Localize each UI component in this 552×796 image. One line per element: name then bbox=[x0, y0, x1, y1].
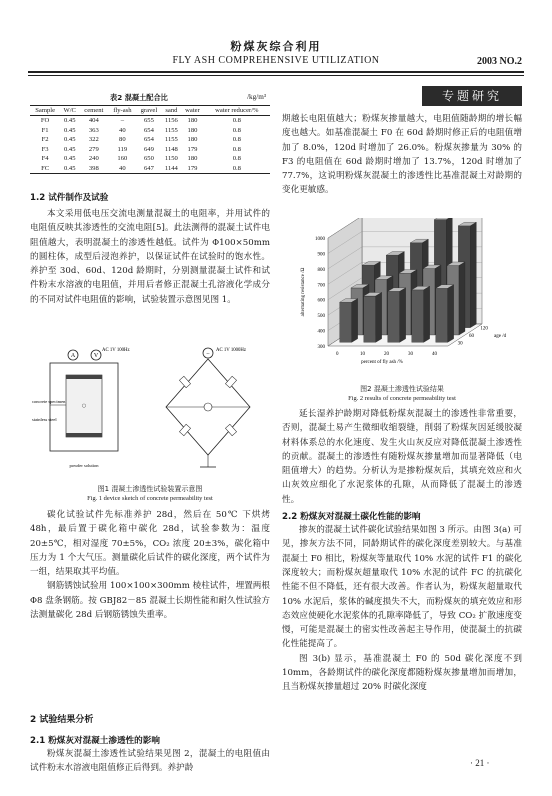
bar bbox=[364, 296, 376, 342]
bar-side bbox=[470, 222, 476, 327]
table2-cell: FO bbox=[40, 117, 50, 124]
topic-banner: 专题研究 bbox=[422, 86, 522, 106]
table2-row bbox=[30, 154, 270, 164]
y-tick-label: 900 bbox=[317, 252, 325, 258]
table2-cell: 0.45 bbox=[60, 164, 79, 174]
table2-cell: F4 bbox=[41, 155, 49, 162]
fig2-bar-chart bbox=[296, 218, 506, 378]
table2-header-cell: cement bbox=[79, 106, 108, 116]
table2-cell: 654 bbox=[143, 126, 154, 134]
fig1-ac1-label: AC 1V 100Hz bbox=[102, 348, 130, 353]
table2-cell: 40 bbox=[108, 164, 136, 174]
page-number: · 21 · bbox=[470, 758, 490, 768]
y-tick-label: 700 bbox=[317, 283, 325, 289]
table2-cell: 180 bbox=[187, 155, 198, 162]
table2-row bbox=[30, 145, 270, 155]
y-tick-label: 500 bbox=[317, 314, 325, 320]
table2-row bbox=[30, 116, 270, 126]
table2-cell: F2 bbox=[41, 136, 49, 143]
figure-2 bbox=[296, 218, 506, 378]
table2-cell: 1156 bbox=[164, 117, 178, 124]
table2-cell: 0.45 bbox=[63, 117, 76, 124]
z-tick-label: 120 bbox=[480, 326, 488, 332]
table2-header-cell: sand bbox=[162, 106, 182, 116]
bar-side bbox=[352, 299, 358, 343]
y-tick-label: 300 bbox=[317, 345, 325, 350]
table2-header-cell: water reducer/% bbox=[204, 106, 270, 116]
table2-cell: 0.45 bbox=[63, 145, 76, 153]
voltmeter-label: V bbox=[93, 353, 99, 359]
y-tick-label: 800 bbox=[317, 267, 325, 273]
table2-cell: 0.45 bbox=[63, 155, 76, 162]
section-2-1-paragraph-1: 粉煤灰混凝土渗透性试验结果见图 2，混凝土的电阻值由试件粉末水溶液电阻值修正后得到。养护龄 bbox=[30, 749, 270, 774]
table2-cell: 654 bbox=[143, 136, 154, 143]
y-tick-label: 1000 bbox=[315, 237, 325, 242]
fig1-device-sketch bbox=[30, 345, 270, 475]
right-paragraph-0: 期越长电阻值越大；粉煤灰掺量越大，电阻值随龄期的增长幅度也越大。如基准混凝土 F0 在 60d 龄期时修正后的电阻值增加了 8.0%，120d 时增加了 26.0%。粉煤灰掺量为 30% 的 F3 的电阻值在 60d 龄期时增加了 13.7%，120d 时增加了 77.7%，这说明粉煤灰混凝土的渗透性比基准混凝土对龄期的变化更敏感。 bbox=[282, 114, 522, 196]
table2-cell: 180 bbox=[187, 117, 198, 124]
table2-cell: 1144 bbox=[162, 164, 182, 174]
fig1-bottom-label: powder solution bbox=[69, 463, 99, 468]
table2-header-cell: water bbox=[181, 106, 203, 116]
z-axis-label: age /d bbox=[494, 334, 506, 339]
table2-unit: /kg/m³ bbox=[247, 93, 266, 101]
section-2-1-title: 2.1 粉煤灰对混凝土渗透性的影响 bbox=[30, 736, 160, 746]
bar-side bbox=[448, 285, 454, 343]
table2-cell: 649 bbox=[143, 145, 154, 153]
section-1-2 bbox=[30, 191, 270, 307]
table2-header-cell: W/C bbox=[60, 106, 79, 116]
table2-cell: F1 bbox=[41, 126, 49, 134]
bar bbox=[412, 290, 424, 342]
table2-cell: 0.8 bbox=[232, 145, 241, 153]
table2-row bbox=[30, 126, 270, 136]
table2-cell: 180 bbox=[187, 136, 198, 143]
table2-block bbox=[30, 92, 270, 174]
svg-text:○: ○ bbox=[81, 403, 87, 409]
table2-cell: 0.8 bbox=[204, 164, 270, 174]
section-2-title: 2 试验结果分析 bbox=[30, 715, 94, 725]
x-axis-label: percent of fly ash /% bbox=[361, 360, 403, 365]
table2-cell: 160 bbox=[117, 155, 128, 162]
z-tick-label: 30 bbox=[457, 341, 463, 347]
table2-cell: 180 bbox=[187, 126, 198, 134]
table2-cell: 240 bbox=[88, 155, 99, 162]
table2-cell: FC bbox=[30, 164, 60, 174]
table2-cell: F3 bbox=[41, 145, 49, 153]
journal-title-en: FLY ASH COMPREHENSIVE UTILIZATION bbox=[172, 55, 380, 66]
table2-cell: 0.8 bbox=[232, 136, 241, 143]
section-1-2-paragraph-2: 碳化试验试件先标准养护 28d，然后在 50℃ 下烘烤 48h，最后置于碳化箱中碳化 28d，试验参数为：温度 20±5℃，相对湿度 70±5%，CO₂ 浓度 20±3%，碳化箱中压力为 1 个大气压。测量碳化后试件的碳化深度，两个试件为一组，结果取其平均值。 bbox=[30, 510, 270, 578]
journal-title-cn: 粉煤灰综合利用 bbox=[230, 40, 322, 53]
x-tick-label: 0 bbox=[336, 352, 339, 357]
x-tick-label: 30 bbox=[408, 352, 413, 357]
figure-1 bbox=[30, 345, 270, 475]
table2-cell: 363 bbox=[88, 126, 99, 134]
table2-cell: 404 bbox=[88, 117, 99, 124]
table2-cell: 0.8 bbox=[232, 117, 241, 124]
table2-cell: 179 bbox=[187, 145, 198, 153]
figure-2-caption-en: Fig. 2 results of concrete permeability test bbox=[348, 395, 456, 402]
header-rule-thin bbox=[28, 75, 524, 76]
table2-cell: 119 bbox=[117, 145, 128, 153]
figure-2-caption-cn: 图2 混凝土渗透性试验结果 bbox=[360, 385, 444, 393]
x-tick-label: 40 bbox=[432, 352, 437, 357]
table2-cell: 279 bbox=[88, 145, 99, 153]
y-tick-label: 400 bbox=[317, 329, 325, 335]
bar-side bbox=[376, 292, 382, 342]
fig1-left-label-2: stainless steel bbox=[32, 417, 57, 422]
table2-cell: 179 bbox=[181, 164, 203, 174]
table2-row bbox=[30, 164, 270, 174]
bar-side bbox=[424, 286, 430, 342]
table2-cell: 398 bbox=[79, 164, 108, 174]
table2-header-cell: Sample bbox=[30, 106, 60, 116]
figure-1-caption-en: Fig. 1 device sketch of concrete permeability test bbox=[87, 495, 213, 502]
fig1-left-label-1: concrete specimen bbox=[32, 399, 66, 404]
table2-cell: 1148 bbox=[164, 145, 178, 153]
table2-cell: 647 bbox=[136, 164, 161, 174]
section-2 bbox=[30, 712, 270, 776]
table2-row bbox=[30, 135, 270, 145]
table2-header-cell: gravel bbox=[136, 106, 161, 116]
table2-cell: – bbox=[120, 117, 124, 124]
bar-side bbox=[459, 262, 465, 335]
right-paragraph-2: 掺灰的混凝土试件碳化试验结果如图 3 所示。由图 3(a) 可见，掺灰方法不同，同龄期试件的碳化深度差别较大。与基准混凝土 F0 相比，粉煤灰等量取代 10% 水泥的试件 F1 的碳化深度较大；而粉煤灰超量取代 10% 水泥的试件 FC 的抗碳化性能不但不降低，还有很大改善。作者认为，粉煤灰超量取代 10% 水泥后，浆体的碱度损失不大，而粉煤灰的填充效应和形态效应使硬化水泥浆体的孔隙率降低了，导致 CO₂ 扩散速度变慢，可能是混凝土的密实性改善起主导作用，使混凝土的抗碳化性能提高了。 bbox=[282, 525, 522, 650]
figure-1-caption-cn: 图1 混凝土渗透性试验装置示意图 bbox=[97, 485, 203, 493]
right-column-top bbox=[282, 112, 522, 198]
section-1-2-paragraph-1: 本文采用低电压交流电测量混凝土的电阻率，并用试件的电阻值反映其渗透性的交流电阻[5]。此法测得的混凝土试件电阻值越大，表明混凝土的渗透性越低。试件为 Φ100×50mm 的圆柱体，成型后浸泡养护，以保证试件在试验时的饱水性。养护至 30d、60d、120d 龄期时，分别测量混凝土试件和试件粉末水溶液的电阻值，并用后者修正混凝土孔溶液化学成分的不同对试件电阻值的影响，试验装置示意图见图 1。 bbox=[30, 209, 270, 305]
y-axis-label: alternating resistance /Ω bbox=[301, 267, 306, 317]
table2-cell: 655 bbox=[143, 117, 154, 124]
bar-side bbox=[400, 288, 406, 343]
right-column-bottom bbox=[282, 407, 522, 695]
fig1-ac2-label: AC 1V 1000Hz bbox=[216, 348, 247, 353]
table2-cell: 1155 bbox=[164, 136, 178, 143]
table2-header-cell: fly-ash bbox=[108, 106, 136, 116]
header-rule-thick bbox=[28, 71, 524, 73]
table2-cell: 0.45 bbox=[63, 136, 76, 143]
table2-cell: 80 bbox=[119, 136, 126, 143]
table2-cell: 40 bbox=[119, 126, 126, 134]
z-tick-label: 60 bbox=[469, 334, 474, 339]
right-paragraph-3: 图 3(b) 显示，基准混凝土 F0 的 50d 碳化深度不到 10mm，各龄期试件的碳化深度都随粉煤灰掺量增加而增加，且当粉煤灰掺量超过 20% 时碳化深度 bbox=[282, 653, 522, 693]
issue-number: 2003 NO.2 bbox=[477, 56, 522, 67]
right-paragraph-1: 延长湿养护龄期对降低粉煤灰混凝土的渗透性非常重要，否则，混凝土易产生微细收缩裂缝，削弱了粉煤灰因延缓胶凝材料体系总的水化速度、发生火山灰反应对降低混凝土渗透性的贡献。混凝土的渗透性有随粉煤灰掺量增加而显著降低（电阻值增大）的趋势。分析认为是掺粉煤灰后，其填充效应和火山灰效应细化了水泥浆体的孔隙，从而降低了混凝土的渗透性。 bbox=[282, 409, 522, 505]
bar bbox=[436, 288, 448, 342]
mix-proportion-table bbox=[30, 105, 270, 174]
section-1-2-paragraph-3: 钢筋锈蚀试验用 100×100×300mm 棱柱试件，埋置两根 Φ8 盘条钢筋。按 GBJ82－85 混凝土长期性能和耐久性试验方法测量碳化 28d 后钢筋锈蚀失重率。 bbox=[30, 581, 270, 621]
table2-cell: 322 bbox=[88, 136, 99, 143]
svg-text:~: ~ bbox=[206, 351, 210, 357]
table2-cell: 0.8 bbox=[232, 155, 241, 162]
y-tick-label: 600 bbox=[317, 298, 325, 304]
table2-cell: 1150 bbox=[164, 155, 178, 162]
ammeter-label: A bbox=[70, 353, 76, 359]
x-tick-label: 20 bbox=[384, 352, 389, 357]
x-tick-label: 10 bbox=[360, 352, 365, 357]
table2-cell: 1155 bbox=[164, 126, 178, 134]
section-1-2-cont bbox=[30, 508, 270, 622]
section-2-2-title: 2.2 粉煤灰对混凝土碳化性能的影响 bbox=[282, 512, 421, 523]
table2-cell: 650 bbox=[143, 155, 154, 162]
bar bbox=[340, 302, 352, 342]
table2-caption: 表2 混凝土配合比 bbox=[110, 93, 168, 102]
table2-cell: 0.8 bbox=[232, 126, 241, 134]
bar bbox=[388, 291, 400, 342]
section-1-2-title: 1.2 试件制作及试验 bbox=[30, 193, 109, 203]
table2-cell: 0.45 bbox=[63, 126, 76, 134]
